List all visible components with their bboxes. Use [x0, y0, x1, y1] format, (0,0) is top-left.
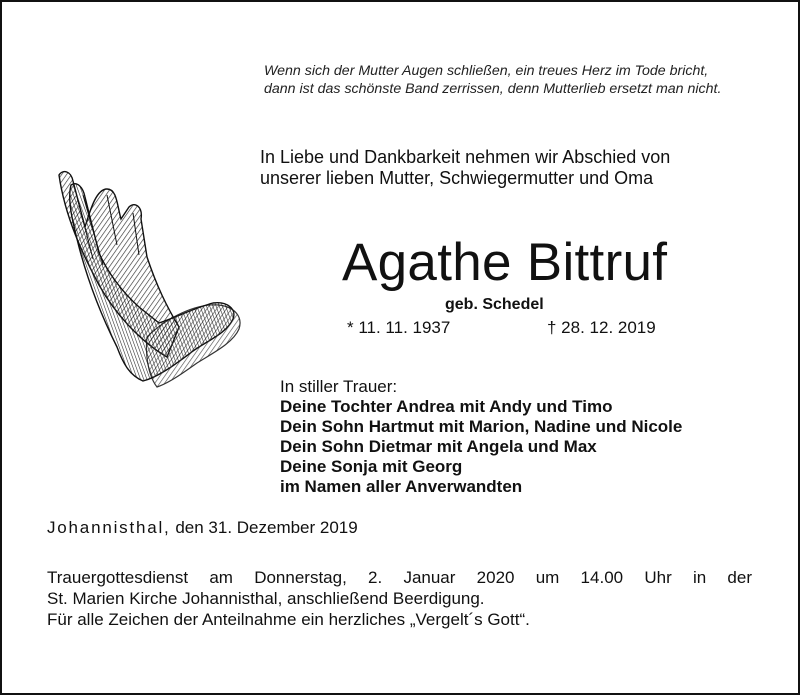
service-info: [47, 567, 752, 630]
poem: [264, 62, 774, 98]
date-text: den 31. Dezember 2019: [170, 518, 358, 537]
death-date: † 28. 12. 2019: [547, 318, 656, 337]
poem-line: Wenn sich der Mutter Augen schließen, ein treues Herz im Tode bricht,: [264, 63, 709, 79]
mourner-line: Deine Tochter Andrea mit Andy und Timo: [280, 397, 613, 416]
deceased-name: Agathe Bittruf: [342, 233, 668, 292]
praying-hands-icon: [47, 167, 247, 392]
service-line: St. Marien Kirche Johannisthal, anschließend Beerdigung.: [47, 589, 485, 608]
birth-date: * 11. 11. 1937: [347, 318, 451, 337]
intro-text: [260, 147, 760, 189]
service-line: Für alle Zeichen der Anteilnahme ein herzliches „Vergelt´s Gott“.: [47, 610, 530, 629]
mourner-line: Dein Sohn Hartmut mit Marion, Nadine und Nicole: [280, 417, 683, 436]
service-line: Trauergottesdienst am Donnerstag, 2. Januar 2020 um 14.00 Uhr in der: [47, 568, 752, 587]
mourner-line: Dein Sohn Dietmar mit Angela und Max: [280, 437, 597, 456]
mourner-line: im Namen aller Anverwandten: [280, 477, 523, 496]
place-date: [47, 518, 358, 538]
maiden-name: geb. Schedel: [445, 296, 544, 313]
mourners-intro: In stiller Trauer:: [280, 377, 398, 396]
mourner-line: Deine Sonja mit Georg: [280, 457, 463, 476]
poem-line: dann ist das schönste Band zerrissen, denn Mutterlieb ersetzt man nicht.: [264, 81, 722, 97]
mourners-block: [280, 377, 780, 497]
intro-line: unserer lieben Mutter, Schwiegermutter und Oma: [260, 168, 654, 188]
place-city: Johannisthal,: [47, 518, 171, 537]
intro-line: In Liebe und Dankbarkeit nehmen wir Abschied von: [260, 147, 671, 167]
